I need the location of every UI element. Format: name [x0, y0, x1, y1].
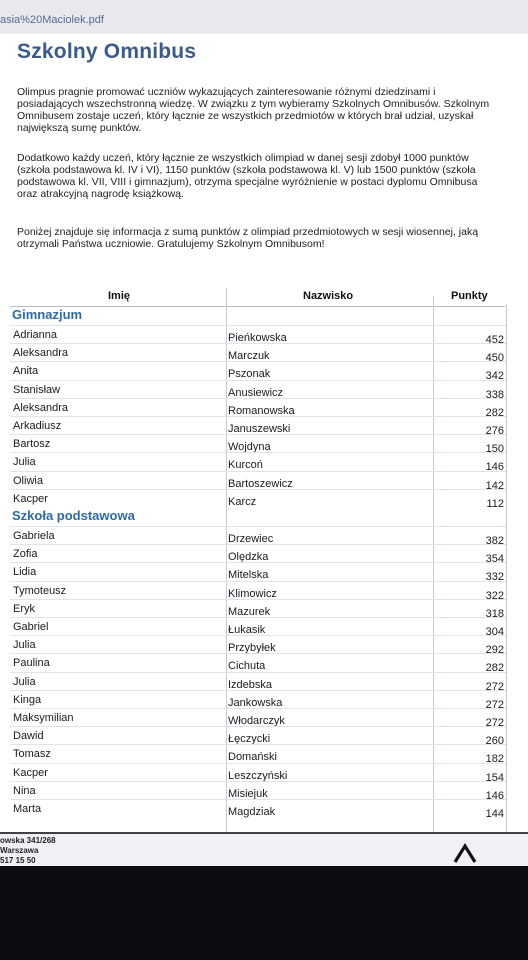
table-row	[10, 380, 506, 399]
header-divider	[10, 306, 505, 307]
student-last-name: Klimowicz	[228, 587, 277, 600]
table-row	[10, 653, 506, 675]
table-row	[10, 544, 506, 566]
column-header-last-name: Nazwisko	[303, 290, 354, 302]
student-last-name: Łukasik	[228, 624, 266, 636]
section-heading: Gimnazjum	[12, 307, 83, 322]
student-last-name: Pszonak	[228, 368, 271, 381]
student-points: 142	[485, 479, 504, 492]
student-first-name: Oliwia	[13, 474, 43, 487]
table-row	[10, 599, 506, 618]
student-points: 304	[485, 626, 504, 638]
student-first-name: Adrianna	[13, 329, 58, 341]
table-row	[10, 398, 506, 417]
intro-paragraph: Olimpus pragnie promować uczniów wykazujących zainteresowanie różnymi dziedzinami i posiadających wszechstronną wiedzę. W związku z tym wybieramy Szkolnych Omnibusów. Szkolnym Omnibusem zostaje uczeń, który łącznie ze wszystkich przedmiotów w których brał udział, uzyskał największą sumę punktów.	[17, 86, 490, 134]
student-last-name: Wojdyna	[228, 441, 271, 454]
table-row	[10, 581, 506, 600]
student-points: 112	[486, 497, 504, 510]
student-first-name: Lidia	[13, 566, 37, 579]
student-last-name: Leszczyński	[228, 769, 288, 782]
table-row	[10, 781, 506, 800]
student-first-name: Marta	[13, 803, 42, 815]
table-row	[10, 672, 506, 691]
student-points: 450	[485, 352, 504, 365]
student-points: 272	[485, 717, 504, 729]
column-header-first-name: Imię	[108, 290, 131, 302]
table-row	[10, 452, 506, 474]
student-points: 182	[485, 753, 504, 766]
student-first-name: Anita	[13, 365, 39, 378]
document-tab-title[interactable]: asia%20Maciolek.pdf	[0, 14, 104, 26]
table-row	[10, 361, 506, 383]
student-last-name: Jankowska	[228, 696, 283, 709]
student-points: 342	[485, 370, 504, 383]
table-row	[10, 526, 506, 545]
column-header-points: Punkty	[451, 290, 488, 302]
table-row	[10, 708, 506, 727]
student-points: 282	[485, 662, 504, 675]
student-last-name: Anusiewicz	[228, 386, 284, 399]
student-points: 322	[485, 589, 504, 602]
student-points: 272	[485, 698, 504, 711]
table-row	[10, 617, 506, 636]
student-last-name: Kurcoń	[228, 459, 263, 472]
table-row	[10, 471, 506, 490]
student-first-name: Bartosz	[13, 438, 51, 451]
table-row	[10, 799, 506, 818]
student-first-name: Aleksandra	[13, 347, 69, 360]
document-title: Szkolny Omnibus	[17, 40, 197, 63]
results-paragraph: Poniżej znajduje się informacja z sumą punktów z olimpiad przedmiotowych w sesji wiosennej, jaką otrzymali Państwa uczniowie. Gratulujemy Szkolnym Omnibusom!	[17, 226, 479, 250]
student-points: 332	[485, 571, 504, 584]
student-first-name: Kacper	[13, 492, 48, 505]
student-points: 292	[485, 644, 504, 657]
column-divider	[506, 304, 507, 833]
footer-address-line: 517 15 50	[0, 856, 36, 865]
table-row	[10, 726, 506, 748]
student-first-name: Zofia	[13, 548, 38, 561]
student-points: 146	[485, 789, 504, 802]
student-first-name: Arkadiusz	[13, 420, 62, 432]
student-first-name: Gabriela	[13, 530, 55, 542]
table-row	[10, 325, 506, 344]
student-first-name: Maksymilian	[13, 712, 74, 724]
table-row	[10, 635, 506, 657]
student-points: 154	[485, 771, 504, 784]
student-points: 318	[485, 607, 504, 620]
student-first-name: Julia	[13, 639, 36, 652]
student-points: 452	[485, 334, 504, 346]
student-last-name: Włodarczyk	[228, 715, 285, 727]
olimpus-logo-icon	[452, 842, 478, 864]
student-first-name: Paulina	[13, 657, 50, 670]
student-last-name: Izdebska	[228, 678, 273, 691]
student-points: 150	[485, 443, 504, 456]
table-row	[10, 434, 506, 456]
student-last-name: Drzewiec	[228, 533, 274, 545]
student-last-name: Magdziak	[228, 806, 276, 818]
footer-address-line: owska 341/268	[0, 836, 56, 845]
student-last-name: Mitelska	[228, 569, 269, 582]
table-row	[10, 343, 506, 365]
table-row	[10, 416, 506, 435]
student-points: 282	[485, 406, 504, 419]
student-points: 354	[485, 553, 504, 566]
student-first-name: Tymoteusz	[13, 584, 67, 597]
page-footer	[0, 834, 528, 866]
student-last-name: Mazurek	[228, 605, 271, 618]
student-first-name: Kinga	[13, 693, 42, 706]
student-first-name: Gabriel	[13, 621, 49, 633]
footer-address-line: Warszawa	[0, 846, 39, 855]
student-first-name: Nina	[13, 784, 36, 797]
student-last-name: Olędzka	[228, 551, 269, 564]
table-row	[10, 489, 506, 508]
student-points: 260	[485, 735, 504, 748]
student-points: 338	[485, 388, 504, 401]
student-first-name: Julia	[13, 456, 36, 469]
document-page	[0, 34, 528, 834]
table-row	[10, 690, 506, 709]
student-points: 382	[485, 535, 504, 547]
student-last-name: Domański	[228, 751, 277, 764]
student-last-name: Cichuta	[228, 660, 266, 673]
student-last-name: Pieńkowska	[228, 332, 287, 344]
student-first-name: Eryk	[13, 602, 35, 615]
student-last-name: Romanowska	[228, 404, 295, 417]
award-paragraph: Dodatkowo każdy uczeń, który łącznie ze wszystkich olimpiad w danej sesji zdobył 1000 punktów (szkoła podstawowa kl. IV i VI), 1150 punktów (szkoła podstawowa kl. V) lub 1500 punktów (szkoła podstawowa kl. VII, VIII i gimnazjum), otrzyma specjalne wyróżnienie w postaci dyplomu Omnibusa oraz atrakcyjną nagrodę książkową.	[17, 152, 478, 200]
student-first-name: Aleksandra	[13, 401, 69, 414]
student-last-name: Przybyłek	[228, 642, 276, 655]
student-points: 146	[485, 461, 504, 474]
student-points: 276	[485, 425, 504, 437]
student-last-name: Marczuk	[228, 350, 270, 363]
student-points: 272	[485, 680, 504, 693]
student-first-name: Dawid	[13, 730, 44, 743]
table-row	[10, 744, 506, 766]
student-last-name: Karcz	[228, 495, 257, 508]
table-row	[10, 763, 506, 782]
student-first-name: Julia	[13, 675, 36, 688]
student-first-name: Stanisław	[13, 383, 61, 396]
student-last-name: Januszewski	[228, 423, 291, 435]
student-first-name: Kacper	[13, 766, 48, 779]
student-last-name: Bartoszewicz	[228, 477, 293, 490]
student-points: 144	[485, 808, 504, 820]
student-first-name: Tomasz	[13, 748, 51, 761]
viewer-tab-bar	[0, 0, 528, 35]
section-heading: Szkoła podstawowa	[12, 508, 135, 523]
table-row	[10, 562, 506, 584]
student-last-name: Łęczycki	[228, 733, 271, 746]
student-last-name: Misiejuk	[228, 787, 268, 800]
